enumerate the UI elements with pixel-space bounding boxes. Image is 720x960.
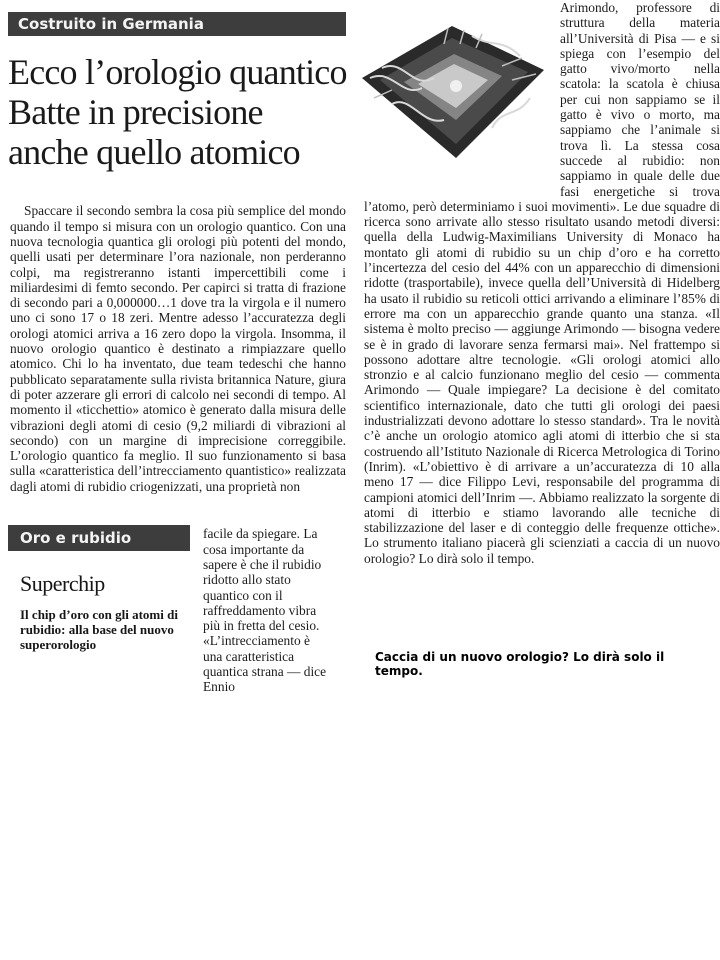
box-kicker: Oro e rubidio [8, 525, 190, 551]
article-lede: Spaccare il secondo sembra la cosa più semplice del mondo quando il tempo si misura con un orologio quantico. Con una nuova tecnologia quantica gli orologi più potenti del mondo, quelli usati per determinare l’ora nazionale, non perderanno colpi, ma registreranno istanti impercettibili come i miliardesimi di femto secondo. Per capirci si tratta di frazione di secondo pari a 0,000000…1 dove tra la virgola e il numero uno ci sono 17 o 18 zeri. Mentre adesso l’accuratezza degli orologi atomici arriva a 16 zero dopo la virgola. Insomma, il nuovo orologio quantico è destinato a rimpiazzare quello atomico. Chi lo ha inventato, due team tedeschi che hanno pubblicato separatamente sulla rivista britannica Nature, giura di poter azzerare gli errori di calcolo nei secondi di tempo. Al momento il «ticchettio» atomico è generato dalla misura delle vibrazioni degli atomi di cesio (9,2 miliardi di vibrazioni al secondo) con un margine di imprecisione correggibile. L’orologio quantico fa meglio. Il suo funzionamento si basa sulla «caratteristica dell’intrecciamento quantistico» realizzata dagli atomi di rubidio criogenizzati, una proprietà non [10, 203, 346, 494]
box-text [20, 607, 190, 652]
section-kicker: Costruito in Germania [8, 12, 346, 36]
box-text-bold: Il chip d’oro con gli atomi di rubidio: alla base del nuovo superorologio [20, 607, 178, 652]
headline-line: Ecco l’orologio quantico [8, 52, 347, 92]
article-continuation: facile da spiegare. La cosa importante da sapere è che il rubidio ridotto allo stato quantico con il raffreddamento vibra più in fretta del cesio. «L’intrecciamento è una caratteristica quantica strana — dice Ennio [203, 526, 327, 695]
box-title: Superchip [20, 571, 105, 596]
article-headline [8, 52, 353, 172]
photo-space [360, 0, 560, 184]
right-column-text: Arimondo, professore di struttura della materia all’Università di Pisa — e si spiega con l’esempio del gatto vivo/morto nella scatola: la scatola è chiusa per cui non sappiamo se il gatto è vivo o morto, ma sappiamo che l’animale si trova lì. La stessa cosa succede al rubidio: non sappiamo in quale delle due fasi energetiche si trova l’atomo, però determiniamo i suoi movimenti». Le due squadre di ricerca sono arrivate allo stesso risultato usando metodi diversi: quella della Ludwig-Maximilians University di Monaco ha montato gli atomi di rubidio su un chip d’oro e ha corretto l’incertezza del cesio del 44% con un apparecchio di dimensioni ridotte (trasportabile), invece quella dell’Università di Hidelberg ha usato il rubidio su reticoli ottici arrivando a eliminare l’85% di errore ma con un apparecchio grande quanto una stanza. «Il sistema è molto preciso — aggiunge Arimondo — bisogna vedere se è in grado di lavorare senza fermarsi mai». Nel frattempo si possono adottare altre tecnologie. «Gli orologi atomici allo stronzio e al calcio funzionano meglio del cesio — commenta Arimondo — Quale impiegare? La decisione è del comitato scientifico internazionale, dato che tutti gli orologi dei paesi industrializzati devono adottare lo stesso standard». Tra le novità c’è anche un orologio atomico agli atomi di itterbio che si sta costruendo all’Istituto Nazionale di Ricerca Metrologica di Torino (Inrim). «L’obiettivo è di arrivare a un’accuratezza di 10 alla meno 17 — dice Filippo Levi, responsabile del programma di campioni atomici dell’Inrim —. Abbiamo realizzato la sorgente di atomi di itterbio e stiamo lavorando alle tecniche di stabilizzazione del laser e di conteggio delle frequenze ottiche». Lo strumento italiano piacerà gli scienziati a caccia di un nuovo orologio? Lo dirà solo il tempo. [364, 0, 720, 566]
sidebar-box [8, 525, 190, 652]
image-caption: Caccia di un nuovo orologio? Lo dirà solo il tempo. [375, 650, 665, 678]
headline-line: Batte in precisione [8, 92, 263, 132]
headline-line: anche quello atomico [8, 132, 300, 172]
article-right-column [364, 0, 720, 650]
